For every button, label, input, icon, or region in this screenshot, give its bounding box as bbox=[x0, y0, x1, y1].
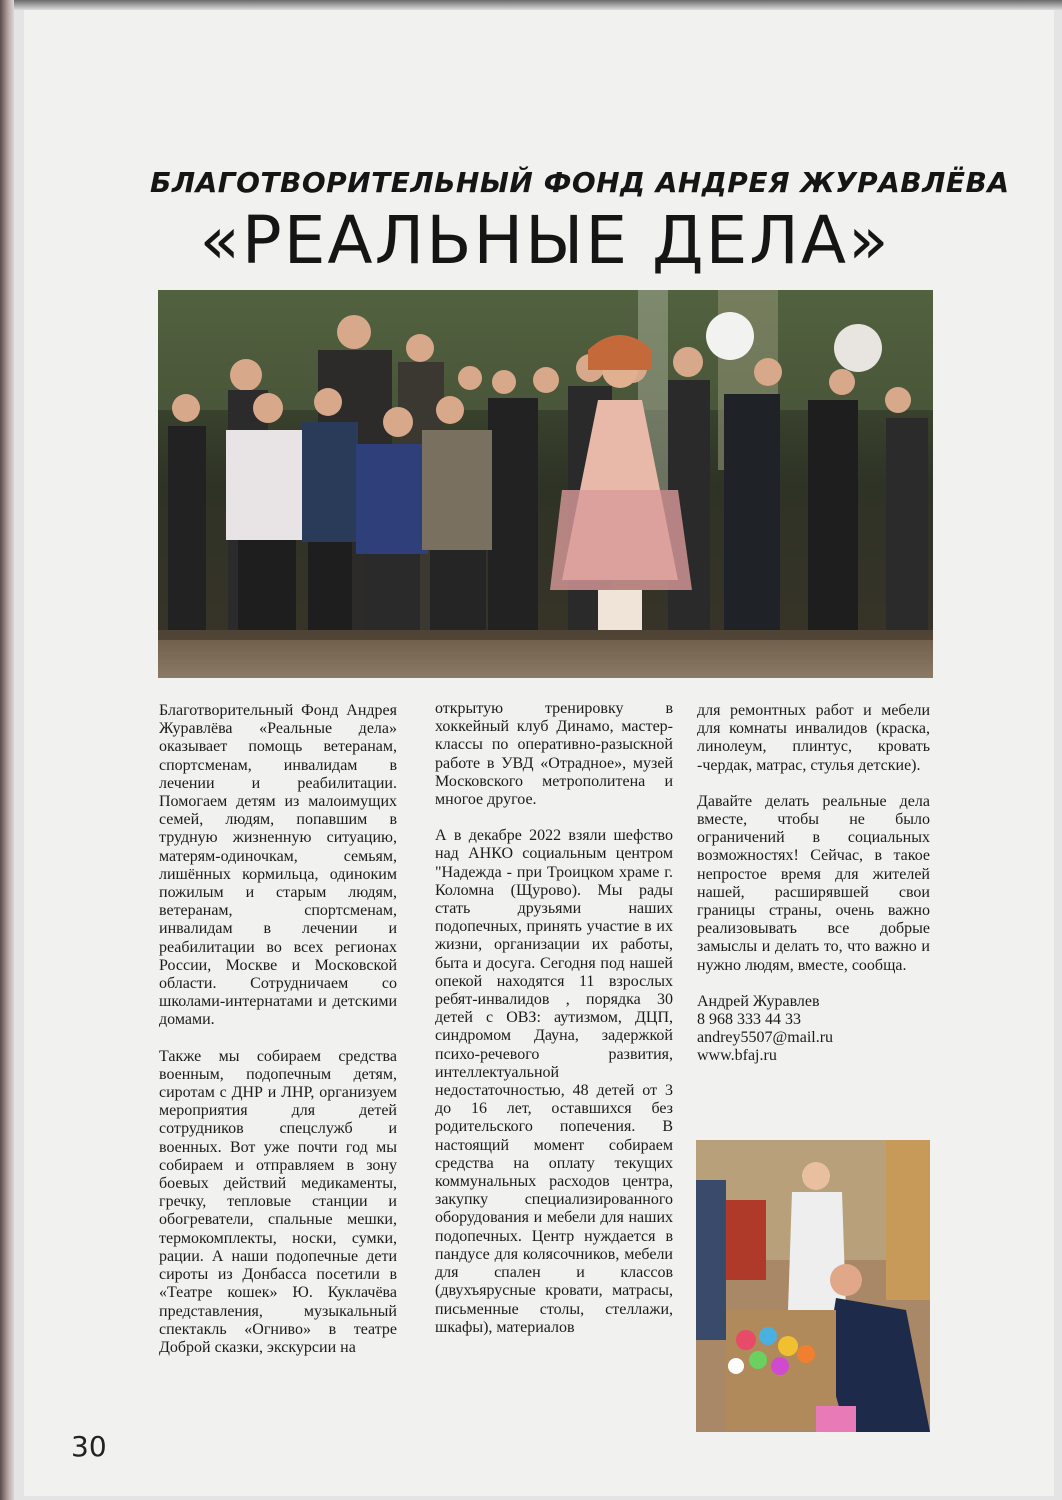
page-number: 30 bbox=[71, 1430, 107, 1463]
paragraph: Давайте делать реальные дела вместе, чтобы не было ограничений в социальных возможностях! Сейчас, в такое непростое время для жителей нашей, расширявшей свои границы страны, очень важно реализовывать все добрые замыслы и делать то, что важно и нужно людям, вместе, сообща. bbox=[697, 792, 930, 974]
article-title: «РЕАЛЬНЫЕ ДЕЛА» bbox=[199, 202, 891, 279]
paragraph: Также мы собираем средства военным, подопечным детям, сиротам с ДНР и ЛНР, организуем мероприятия для детей сотрудников спецслужб и военных. Вот уже почти год мы собираем и отправляем в зону боевых действий медикаменты, гречку, тепловые станции и обогреватели, спальные мешки, термокомплекты, носки, сумки, рации. А наши подопечные дети сироты из Донбасса посетили в «Театре кошек» Ю. Куклачёва представления, музыкальный спектакль «Огниво» в театре Доброй сказки, экскурсии на bbox=[159, 1047, 397, 1356]
page-edge bbox=[0, 0, 14, 1500]
contact-phone: 8 968 333 44 33 bbox=[697, 1011, 801, 1029]
paragraph: Благотворительный Фонд Андрея Журавлёва «Реальные дела» оказывает помощь ветеранам, спортсменам, инвалидам в лечении и реабилитации. Помогаем детям из малоимущих семей, людям, попавшим в трудную жизненную ситуацию, матерям-одиночкам, семьям, лишённых кормильца, одиноким пожилым и старым людям, ветеранам, спортсменам, инвалидам в лечении и реабилитации во всех регионах России, Москве и Московской области. Сотрудничаем со школами-интернатами и детскими домами. bbox=[159, 702, 397, 1029]
text-column-2 bbox=[435, 700, 673, 1355]
donations-photo bbox=[696, 1140, 930, 1432]
top-edge bbox=[14, 0, 1062, 10]
contact-website[interactable]: www.bfaj.ru bbox=[697, 1047, 777, 1065]
paragraph: для ремонтных работ и мебели для комнаты инвалидов (краска, линолеум, плинтус, кровать -чердак, матрас, стулья детские). bbox=[697, 702, 930, 774]
contact-block bbox=[697, 993, 930, 1066]
text-column-1 bbox=[159, 702, 397, 1375]
article-subtitle: БЛАГОТВОРИТЕЛЬНЫЙ ФОНД АНДРЕЯ ЖУРАВЛЁВА bbox=[150, 166, 1010, 199]
paragraph: открытую тренировку в хоккейный клуб Динамо, мастер-классы по оперативно-разыскной работе в УВД «Отрадное», музей Московского метрополитена и многое другое. bbox=[435, 700, 673, 809]
paragraph: А в декабре 2022 взяли шефство над АНКО социальным центром "Надежда - при Троицком храме г. Коломна (Щурово). Мы рады стать друзьями наших подопечных, принять участие в их жизни, организации их работы, быта и досуга. Сегодня под нашей опекой находятся 11 взрослых ребят-инвалидов , порядка 30 детей с ОВЗ: аутизмом, ДЦП, синдромом Дауна, задержкой психо-речевого развития, интеллектуальной недостаточностью, 48 детей от 3 до 16 лет, оставшихся без родительского попечения. В настоящий момент собираем средства на оплату текущих коммунальных расходов центра, закупку специализированного оборудования и мебели для наших подопечных. Центр нуждается в пандусе для колясочников, мебели для спален и классов (двухъярусные кровати, матрасы, письменные столы, стеллажи, шкафы), материалов bbox=[435, 827, 673, 1336]
contact-name: Андрей Журавлев bbox=[697, 992, 820, 1010]
contact-email[interactable]: andrey5507@mail.ru bbox=[697, 1029, 834, 1047]
group-photo bbox=[158, 290, 933, 678]
text-column-3 bbox=[697, 702, 930, 1066]
